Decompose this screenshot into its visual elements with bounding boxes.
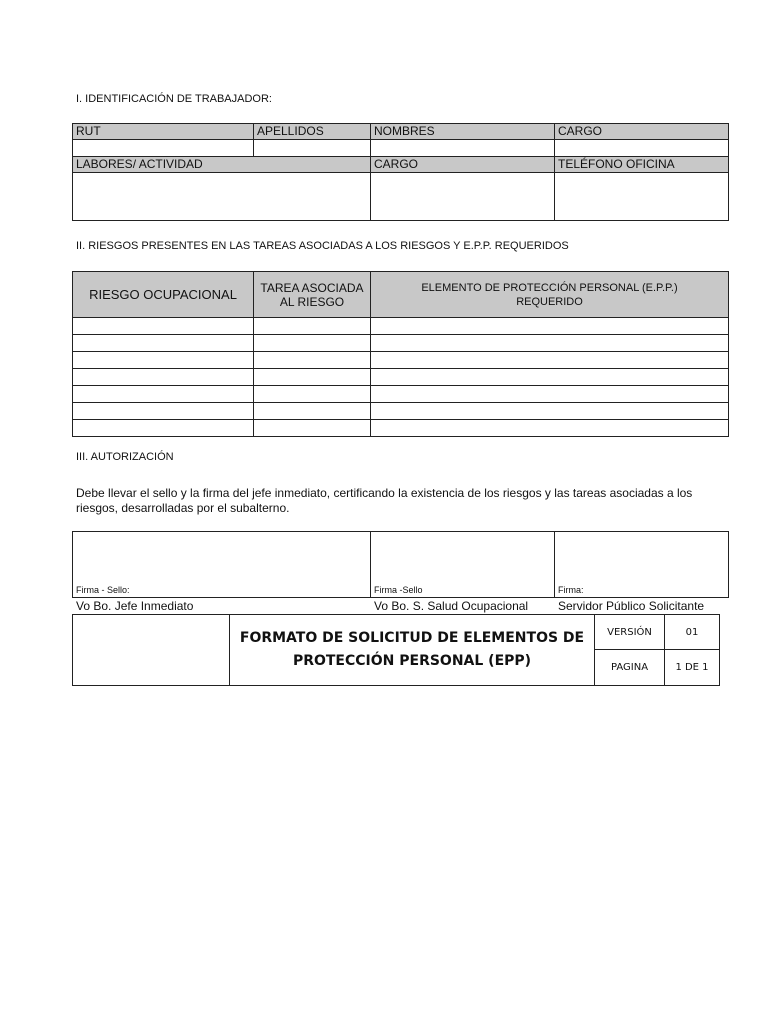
task-cell[interactable] xyxy=(254,420,371,437)
document-footer-table xyxy=(72,614,720,686)
tarea-asociada-header: TAREA ASOCIADA AL RIESGO xyxy=(254,272,371,318)
worker-identification-table xyxy=(72,123,729,221)
page-value: 1 DE 1 xyxy=(665,650,720,686)
cargo-header: CARGO xyxy=(555,124,729,140)
task-cell[interactable] xyxy=(254,352,371,369)
version-value: 01 xyxy=(665,615,720,650)
epp-cell[interactable] xyxy=(371,335,729,352)
document-title: FORMATO DE SOLICITUD DE ELEMENTOS DE PROTECCIÓN PERSONAL (EPP) xyxy=(230,615,595,686)
labores-field[interactable] xyxy=(73,173,371,221)
epp-cell[interactable] xyxy=(371,403,729,420)
telefono-field[interactable] xyxy=(555,173,729,221)
section-1-title: I. IDENTIFICACIÓN DE TRABAJADOR: xyxy=(76,93,272,105)
telefono-header: TELÉFONO OFICINA xyxy=(555,157,729,173)
task-cell[interactable] xyxy=(254,369,371,386)
vobo-servidor-label: Servidor Público Solicitante xyxy=(558,599,705,613)
signature-caption: Firma - Sello: xyxy=(76,585,130,595)
task-cell[interactable] xyxy=(254,403,371,420)
cargo-field-2[interactable] xyxy=(371,173,555,221)
epp-cell[interactable] xyxy=(371,318,729,335)
authorization-paragraph: Debe llevar el sello y la firma del jefe inmediato, certificando la existencia de los riesgos y las tareas asociadas a los riesgos, desarrolladas por el subalterno. xyxy=(76,486,693,515)
epp-cell[interactable] xyxy=(371,352,729,369)
task-cell[interactable] xyxy=(254,335,371,352)
logo-cell xyxy=(73,615,230,686)
riesgo-ocupacional-header: RIESGO OCUPACIONAL xyxy=(73,272,254,318)
nombres-header: NOMBRES xyxy=(371,124,555,140)
signature-table xyxy=(72,531,729,598)
labores-header: LABORES/ ACTIVIDAD xyxy=(73,157,371,173)
signature-caption: Firma: xyxy=(558,585,584,595)
signature-box-jefe[interactable] xyxy=(73,532,371,598)
section-2-title: II. RIESGOS PRESENTES EN LAS TAREAS ASOCIADAS A LOS RIESGOS Y E.P.P. REQUERIDOS xyxy=(76,240,569,252)
page-label: PAGINA xyxy=(595,650,665,686)
signature-caption: Firma -Sello xyxy=(374,585,423,595)
epp-requerido-header: ELEMENTO DE PROTECCIÓN PERSONAL (E.P.P.) REQUERIDO xyxy=(371,272,729,318)
cargo-field[interactable] xyxy=(555,140,729,157)
signature-box-servidor[interactable] xyxy=(555,532,729,598)
version-label: VERSIÓN xyxy=(595,615,665,650)
risk-cell[interactable] xyxy=(73,335,254,352)
rut-field[interactable] xyxy=(73,140,254,157)
risk-cell[interactable] xyxy=(73,369,254,386)
task-cell[interactable] xyxy=(254,386,371,403)
epp-cell[interactable] xyxy=(371,420,729,437)
risk-cell[interactable] xyxy=(73,386,254,403)
apellidos-header: APELLIDOS xyxy=(254,124,371,140)
risks-table xyxy=(72,271,729,437)
risk-cell[interactable] xyxy=(73,318,254,335)
vobo-salud-label: Vo Bo. S. Salud Ocupacional xyxy=(374,599,529,613)
task-cell[interactable] xyxy=(254,318,371,335)
epp-cell[interactable] xyxy=(371,369,729,386)
rut-header: RUT xyxy=(73,124,254,140)
apellidos-field[interactable] xyxy=(254,140,371,157)
risk-cell[interactable] xyxy=(73,403,254,420)
section-3-title: III. AUTORIZACIÓN xyxy=(76,451,174,463)
nombres-field[interactable] xyxy=(371,140,555,157)
signature-box-salud[interactable] xyxy=(371,532,555,598)
epp-cell[interactable] xyxy=(371,386,729,403)
risk-cell[interactable] xyxy=(73,352,254,369)
risk-cell[interactable] xyxy=(73,420,254,437)
cargo-header-2: CARGO xyxy=(371,157,555,173)
vobo-jefe-label: Vo Bo. Jefe Inmediato xyxy=(76,599,194,613)
